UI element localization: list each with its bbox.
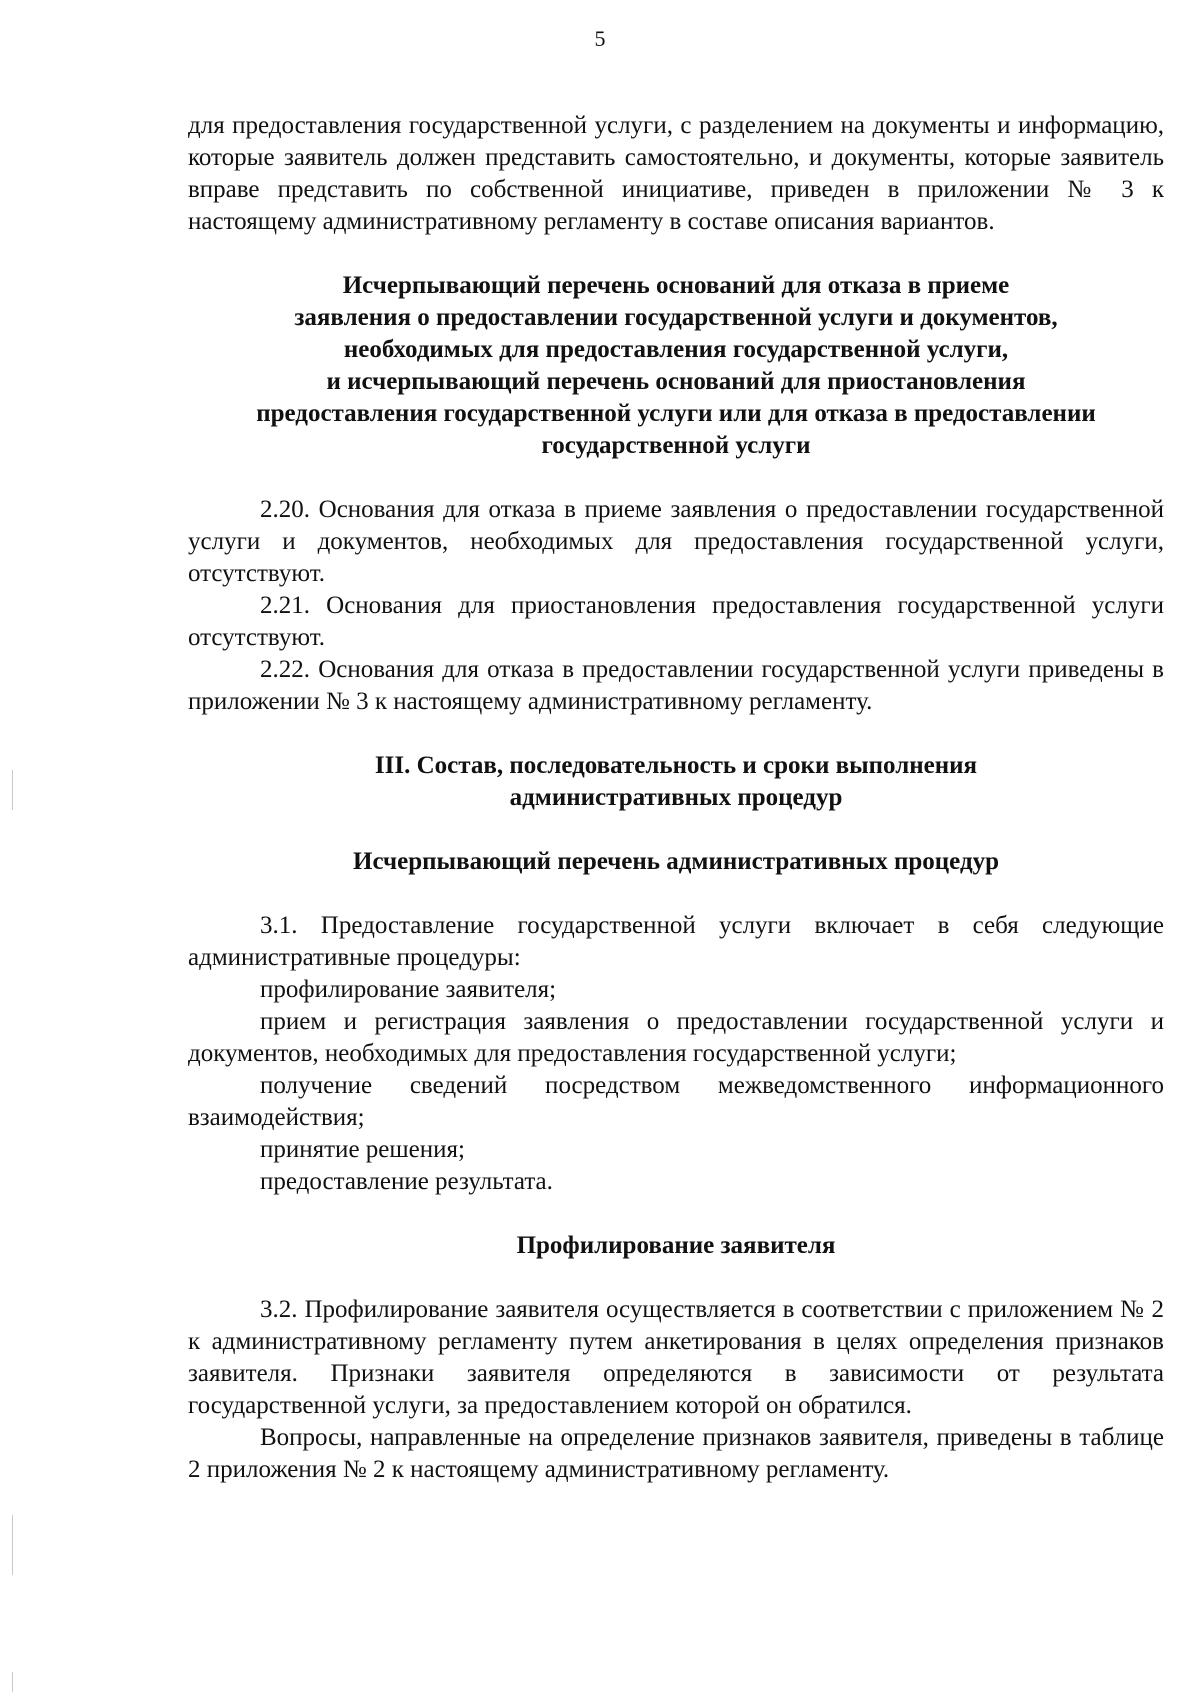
paragraph-2-22: 2.22. Основания для отказа в предоставлении государственной услуги приведены в приложении № 3 к настоящему административному регламенту.: [188, 656, 1164, 715]
heading-refusal-grounds: [188, 270, 1164, 462]
paragraph-2-21: 2.21. Основания для приостановления предоставления государственной услуги отсутствуют.: [188, 592, 1164, 651]
paragraph-questions: Вопросы, направленные на определение признаков заявителя, приведены в таблице 2 приложения № 2 к настоящему административному регламенту.: [188, 1424, 1164, 1483]
procedure-item: принятие решения;: [260, 1136, 465, 1163]
procedure-item: профилирование заявителя;: [260, 976, 557, 1003]
section-3-heading: [188, 750, 1164, 814]
procedure-item: прием и регистрация заявления о предоставлении государственной услуги и документов, необходимых для предоставления государственной услуги;: [188, 1008, 1164, 1067]
heading-line: необходимых для предоставления государственной услуги,: [343, 336, 1009, 363]
heading-line: Исчерпывающий перечень оснований для отказа в приеме: [342, 272, 1010, 299]
procedure-item: получение сведений посредством межведомственного информационного взаимодействия;: [188, 1072, 1164, 1131]
heading-line: государственной услуги: [541, 432, 811, 459]
paragraph-3-2: 3.2. Профилирование заявителя осуществляется в соответствии с приложением № 2 к административному регламенту путем анкетирования в целях определения признаков заявителя. Признаки заявителя определяются в зависимости от результата государственной услуги, за предоставлением которой он обратился.: [188, 1296, 1164, 1419]
heading-line: предоставления государственной услуги или для отказа в предоставлении: [256, 400, 1096, 427]
procedure-item: предоставление результата.: [260, 1168, 553, 1195]
scan-edge-mark: [12, 1672, 13, 1692]
paragraph-2-20: 2.20. Основания для отказа в приеме заявления о предоставлении государственной услуги и документов, необходимых для предоставления государственной услуги, отсутствуют.: [188, 496, 1164, 587]
intro-paragraph: для предоставления государственной услуги, с разделением на документы и информацию, которые заявитель должен представить самостоятельно, и документы, которые заявитель вправе представить по собственной инициативе, приведен в приложении № 3 к настоящему административному регламенту в составе описания вариантов.: [188, 112, 1164, 235]
scan-edge-mark: [12, 770, 13, 810]
scan-edge-mark: [12, 1515, 13, 1575]
document-body: [188, 110, 1164, 1486]
page-number: 5: [594, 26, 606, 51]
heading-line: и исчерпывающий перечень оснований для приостановления: [326, 368, 1026, 395]
heading-line: заявления о предоставлении государственной услуги и документов,: [294, 304, 1058, 331]
heading-procedures-list: Исчерпывающий перечень административных процедур: [353, 848, 999, 875]
heading-profiling: Профилирование заявителя: [516, 1232, 836, 1259]
heading-line: административных процедур: [509, 784, 843, 811]
heading-line: III. Состав, последовательность и сроки выполнения: [374, 752, 978, 779]
paragraph-3-1: 3.1. Предоставление государственной услуги включает в себя следующие административные процедуры:: [188, 912, 1164, 971]
